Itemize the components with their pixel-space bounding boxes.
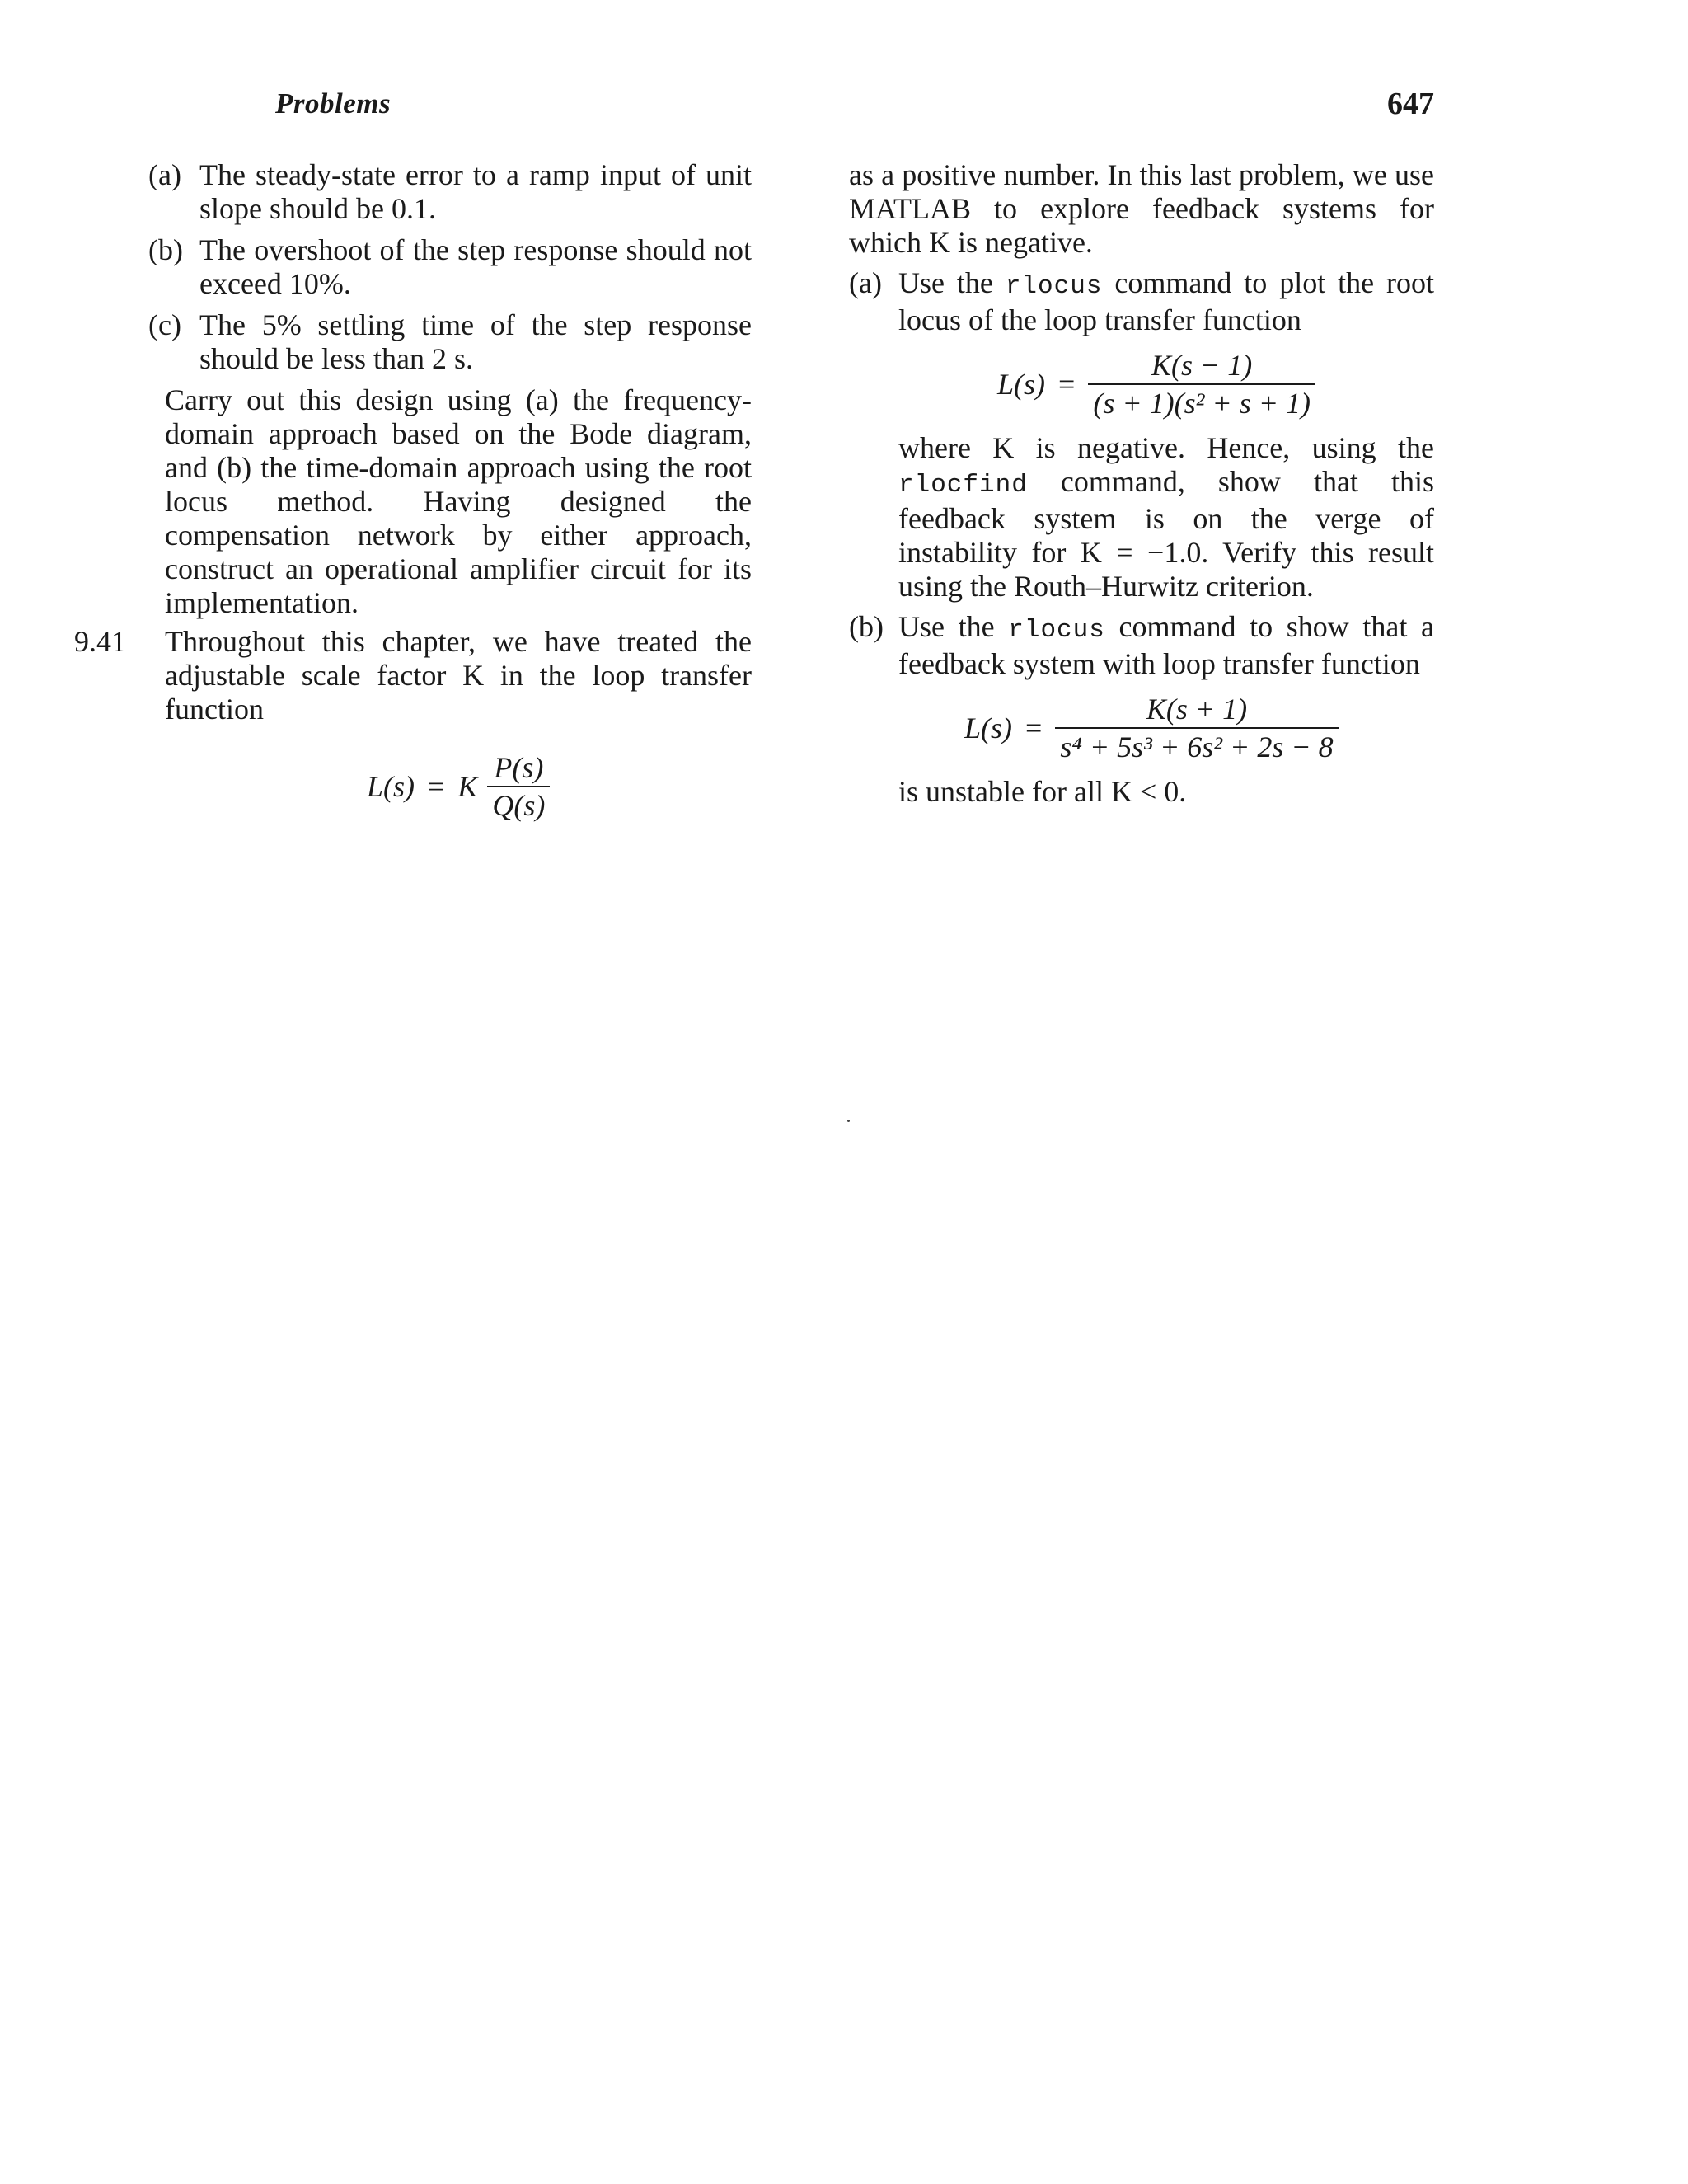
command-rlocfind: rlocfind <box>898 471 1028 500</box>
part-a-text: Use the rlocus command to plot the root locus of the loop transfer function <box>898 266 1435 336</box>
part-b-text: Use the rlocus command to show that a feedback system with loop transfer function <box>898 610 1434 680</box>
design-spec-a <box>148 158 752 226</box>
part-a-content <box>898 266 1434 604</box>
denominator: s⁴ + 5s³ + 6s² + 2s − 8 <box>1055 727 1338 763</box>
numerator: K(s + 1) <box>1146 693 1248 726</box>
equals-sign: = <box>1025 711 1043 744</box>
gain-k: K <box>457 769 478 803</box>
denominator: (s + 1)(s² + s + 1) <box>1088 383 1315 420</box>
design-spec-b <box>148 233 752 301</box>
fraction <box>1055 693 1338 763</box>
equation-lhs: L(s) <box>997 367 1046 401</box>
right-column <box>849 158 1434 809</box>
item-label: (a) <box>148 158 181 191</box>
equals-sign: = <box>428 769 445 803</box>
numerator: K(s − 1) <box>1151 349 1253 382</box>
command-rlocus: rlocus <box>1005 272 1103 301</box>
equation-b <box>964 693 1434 763</box>
item-label: (c) <box>148 308 181 341</box>
problem-9-41 <box>74 625 752 726</box>
design-instructions: Carry out this design using (a) the frequency-domain approach based on the Bode diagram, and (b) the time-domain approach using the root locus method. Having designed the compensation network by either approach, construct an operational amplifier circuit for its implementation. <box>165 383 752 619</box>
item-text: The overshoot of the step response should not exceed 10%. <box>199 233 752 300</box>
command-rlocus: rlocus <box>1008 616 1105 645</box>
left-column <box>74 158 752 822</box>
part-a-continuation: where K is negative. Hence, using the rlocfind command, show that this feedback system is on the verge of instability for K = −1.0. Verify this result using the Routh–Hurwitz criterion. <box>898 431 1434 603</box>
equation-a <box>997 349 1434 420</box>
fraction <box>487 751 550 822</box>
item-text: The steady-state error to a ramp input of unit slope should be 0.1. <box>199 158 752 225</box>
running-head: Problems <box>275 87 392 120</box>
denominator: Q(s) <box>487 786 550 822</box>
part-b-conclusion: is unstable for all K < 0. <box>898 775 1187 808</box>
part-label: (b) <box>849 610 884 643</box>
intro-paragraph: as a positive number. In this last problem, we use MATLAB to explore feedback systems for which K is negative. <box>849 158 1434 259</box>
problem-text: Throughout this chapter, we have treated the adjustable scale factor K in the loop transfer function <box>165 625 752 726</box>
design-spec-c <box>148 308 752 376</box>
page-number: 647 <box>1387 87 1434 121</box>
equation-general-loop <box>367 751 752 822</box>
numerator: P(s) <box>494 751 544 784</box>
equals-sign: = <box>1058 367 1076 401</box>
part-b <box>849 610 1434 809</box>
fraction <box>1088 349 1315 420</box>
item-label: (b) <box>148 233 183 266</box>
equation-lhs: L(s) <box>367 769 415 803</box>
item-text: The 5% settling time of the step response should be less than 2 s. <box>199 308 752 375</box>
problem-number: 9.41 <box>74 625 126 658</box>
part-b-content <box>898 610 1434 809</box>
part-label: (a) <box>849 266 882 299</box>
part-a <box>849 266 1434 604</box>
scan-speck <box>847 1120 850 1122</box>
equation-lhs: L(s) <box>964 711 1013 744</box>
